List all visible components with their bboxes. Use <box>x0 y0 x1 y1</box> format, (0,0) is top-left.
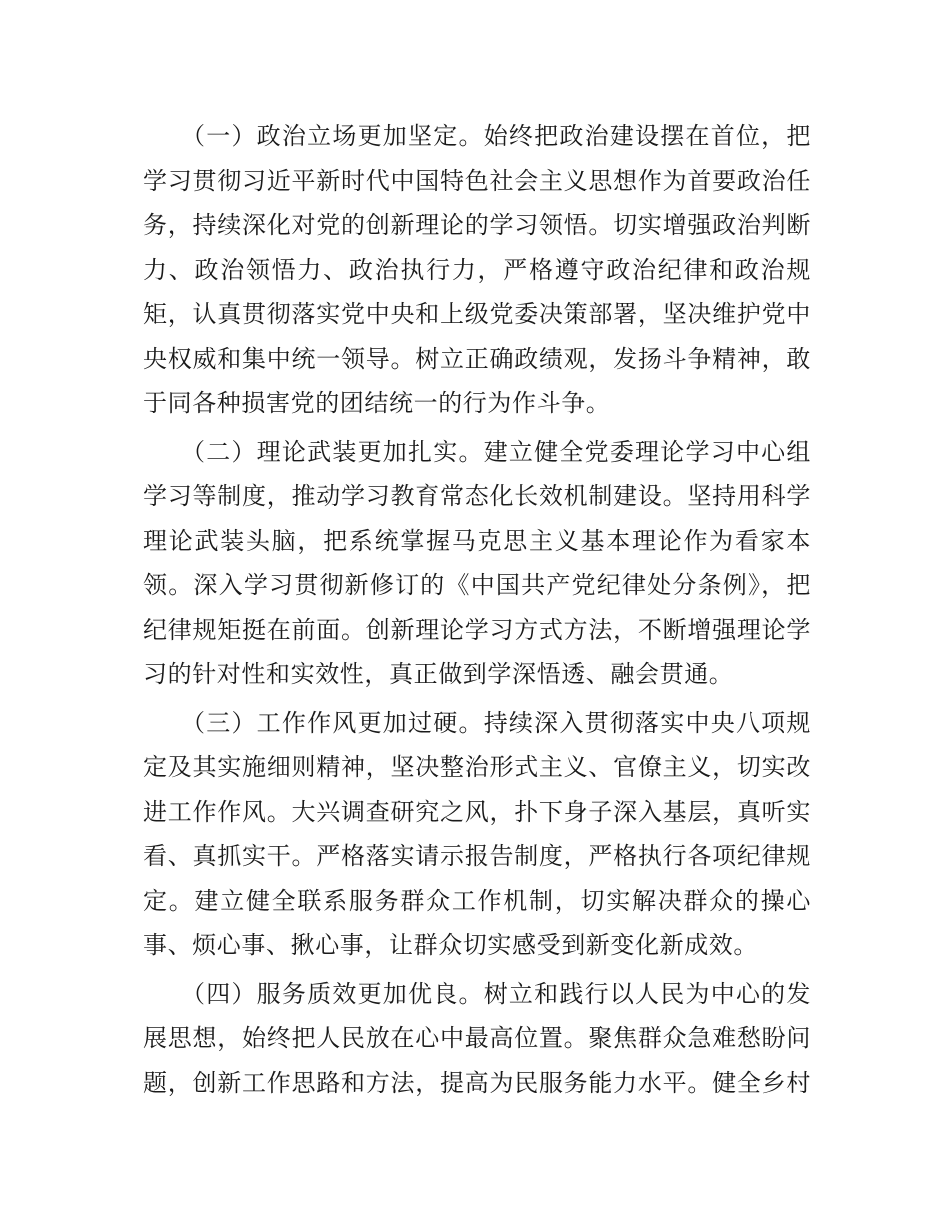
text-line: 定。建立健全联系服务群众工作机制，切实解决群众的操心 <box>143 886 811 915</box>
text-line: 学习贯彻习近平新时代中国特色社会主义思想作为首要政治任 <box>143 166 811 195</box>
text-line: 进工作作风。大兴调查研究之风，扑下身子深入基层，真听实 <box>143 797 811 826</box>
text-line: 习的针对性和实效性，真正做到学深悟透、融会贯通。 <box>143 660 734 688</box>
text-line: （二）理论武装更加扎实。建立健全党委理论学习中心组 <box>181 437 811 466</box>
document-page <box>143 114 811 1109</box>
text-line: （四）服务质效更加优良。树立和践行以人民为中心的发 <box>181 979 811 1008</box>
text-line: 领。深入学习贯彻新修订的《中国共产党纪律处分条例》，把 <box>143 571 811 599</box>
text-line: 央权威和集中统一领导。树立正确政绩观，发扬斗争精神，敢 <box>143 344 811 373</box>
paragraph-service <box>143 972 811 1106</box>
text-line: 展思想，始终把人民放在心中最高位置。聚焦群众急难愁盼问 <box>143 1024 811 1052</box>
text-line: 务，持续深化对党的创新理论的学习领悟。切实增强政治判断 <box>143 211 811 239</box>
text-line: 学习等制度，推动学习教育常态化长效机制建设。坚持用科学 <box>143 482 811 510</box>
text-line: 矩，认真贯彻落实党中央和上级党委决策部署，坚决维护党中 <box>143 300 811 328</box>
paragraph-theory <box>143 430 811 697</box>
text-line: 力、政治领悟力、政治执行力，严格遵守政治纪律和政治规 <box>143 255 811 284</box>
paragraph-political-stance <box>143 114 811 426</box>
text-line: 看、真抓实干。严格落实请示报告制度，严格执行各项纪律规 <box>143 842 811 870</box>
text-line: 定及其实施细则精神，坚决整治形式主义、官僚主义，切实改 <box>143 753 811 781</box>
text-line: （三）工作作风更加过硬。持续深入贯彻落实中央八项规 <box>181 708 811 737</box>
text-line: （一）政治立场更加坚定。始终把政治建设摆在首位，把 <box>181 122 811 150</box>
text-line: 事、烦心事、揪心事，让群众切实感受到新变化新成效。 <box>143 931 758 959</box>
text-line: 纪律规矩挺在前面。创新理论学习方式方法，不断增强理论学 <box>143 615 811 644</box>
text-line: 于同各种损害党的团结统一的行为作斗争。 <box>143 389 611 417</box>
paragraph-work-style <box>143 701 811 968</box>
text-line: 题，创新工作思路和方法，提高为民服务能力水平。健全乡村 <box>143 1068 811 1097</box>
text-line: 理论武装头脑，把系统掌握马克思主义基本理论作为看家本 <box>143 526 811 555</box>
